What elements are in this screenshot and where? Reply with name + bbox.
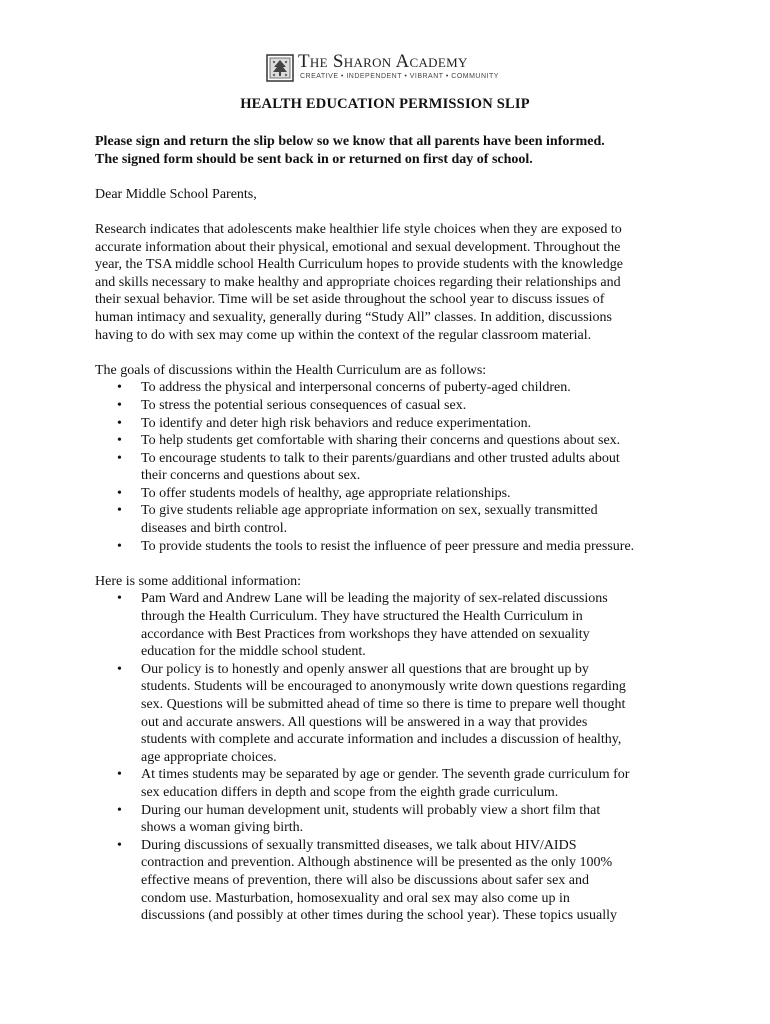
list-item xyxy=(95,766,685,801)
list-item-line: To encourage students to talk to their parents/guardians and other trusted adults about xyxy=(141,450,620,466)
list-item xyxy=(95,502,685,537)
list-item-line: discussions (and possibly at other times during the school year). These topics usually xyxy=(141,908,618,924)
note-line: The signed form should be sent back in or returned on first day of school. xyxy=(95,151,533,167)
list-item-line: During discussions of sexually transmitted diseases, we talk about HIV/AIDS xyxy=(141,837,577,853)
bullet-icon: • xyxy=(117,591,122,607)
intro-line: year, the TSA middle school Health Curriculum hopes to provide students with the knowledge xyxy=(95,257,623,273)
intro-line: Research indicates that adolescents make healthier life style choices when they are exposed to xyxy=(95,221,622,237)
bullet-icon: • xyxy=(117,503,122,519)
list-item xyxy=(95,802,685,837)
school-tagline: CREATIVE • INDEPENDENT • VIBRANT • COMMUNITY xyxy=(300,73,499,80)
bullet-icon: • xyxy=(117,837,122,853)
list-item-line: To identify and deter high risk behaviors and reduce experimentation. xyxy=(141,415,532,431)
intro-line: accurate information about their physical, emotional and sexual development. Throughout the xyxy=(95,239,621,255)
list-item xyxy=(95,661,685,767)
list-item xyxy=(95,837,685,925)
list-item-line: sex education differs in depth and scope from the eighth grade curriculum. xyxy=(141,784,559,800)
list-item-line: To address the physical and interpersonal concerns of puberty-aged children. xyxy=(141,380,571,396)
list-item-line: At times students may be separated by age or gender. The seventh grade curriculum for xyxy=(141,767,630,783)
goals-list xyxy=(95,379,685,555)
list-item-line: accordance with Best Practices from workshops they have attended on sexuality xyxy=(141,626,590,642)
list-item-line: During our human development unit, students will probably view a short film that xyxy=(141,802,601,818)
list-item xyxy=(95,450,685,485)
list-item-line: effective means of prevention, there will also be discussions about safer sex and xyxy=(141,872,589,888)
list-item-line: students with complete and accurate information and includes a discussion of healthy, xyxy=(141,732,622,748)
intro-line: having to do with sex may come up within the context of the regular classroom material. xyxy=(95,327,592,343)
bullet-icon: • xyxy=(117,397,122,413)
info-heading: Here is some additional information: xyxy=(95,573,302,589)
bullet-icon: • xyxy=(117,380,122,396)
list-item xyxy=(95,397,685,415)
list-item-line: To help students get comfortable with sharing their concerns and questions about sex. xyxy=(141,433,621,449)
list-item xyxy=(95,538,685,556)
list-item-line: age appropriate choices. xyxy=(141,749,277,765)
school-logo xyxy=(266,52,499,82)
bullet-icon: • xyxy=(117,802,122,818)
info-list xyxy=(95,590,685,924)
list-item-line: out and accurate answers. All questions will be answered in a way that provides xyxy=(141,714,588,730)
bullet-icon: • xyxy=(117,485,122,501)
list-item-line: students. Students will be encouraged to anonymously write down questions regarding xyxy=(141,679,626,695)
list-item-line: their concerns and questions about sex. xyxy=(141,468,361,484)
list-item-line: Our policy is to honestly and openly answer all questions that are brought up by xyxy=(141,661,589,677)
list-item-line: To stress the potential serious consequences of casual sex. xyxy=(141,397,467,413)
list-item xyxy=(95,485,685,503)
intro-line: their sexual behavior. Time will be set aside throughout the school year to discuss issues of xyxy=(95,292,605,308)
list-item xyxy=(95,590,685,660)
list-item xyxy=(95,415,685,433)
list-item xyxy=(95,379,685,397)
goals-heading: The goals of discussions within the Health Curriculum are as follows: xyxy=(95,362,487,378)
school-name: The Sharon Academy xyxy=(298,51,468,72)
list-item-line: diseases and birth control. xyxy=(141,521,288,537)
list-item-line: shows a woman giving birth. xyxy=(141,820,304,836)
tree-emblem-icon xyxy=(266,54,294,82)
intro-line: and skills necessary to make healthy and appropriate choices regarding their relationships and xyxy=(95,274,621,290)
bullet-icon: • xyxy=(117,415,122,431)
bullet-icon: • xyxy=(117,538,122,554)
letter-body xyxy=(95,133,685,925)
list-item-line: education for the middle school student. xyxy=(141,644,366,660)
note-line: Please sign and return the slip below so we know that all parents have been informed. xyxy=(95,134,605,149)
salutation: Dear Middle School Parents, xyxy=(95,186,257,202)
bullet-icon: • xyxy=(117,433,122,449)
return-instructions xyxy=(95,133,685,168)
bullet-icon: • xyxy=(117,661,122,677)
bullet-icon: • xyxy=(117,450,122,466)
intro-line: human intimacy and sexuality, generally during “Study All” classes. In addition, discussions xyxy=(95,309,613,325)
list-item-line: To offer students models of healthy, age appropriate relationships. xyxy=(141,485,511,501)
list-item-line: through the Health Curriculum. They have structured the Health Curriculum in xyxy=(141,609,583,625)
list-item xyxy=(95,432,685,450)
list-item-line: Pam Ward and Andrew Lane will be leading the majority of sex-related discussions xyxy=(141,591,608,607)
list-item-line: To provide students the tools to resist the influence of peer pressure and media pressure. xyxy=(141,538,635,554)
list-item-line: contraction and prevention. Although abstinence will be presented as the only 100% xyxy=(141,855,613,871)
list-item-line: condom use. Masturbation, homosexuality and oral sex may also come up in xyxy=(141,890,570,906)
intro-paragraph xyxy=(95,221,685,344)
list-item-line: sex. Questions will be submitted ahead of time so there is time to prepare well thought xyxy=(141,697,626,712)
page-title: HEALTH EDUCATION PERMISSION SLIP xyxy=(240,96,530,112)
bullet-icon: • xyxy=(117,767,122,783)
list-item-line: To give students reliable age appropriate information on sex, sexually transmitted xyxy=(141,503,598,519)
